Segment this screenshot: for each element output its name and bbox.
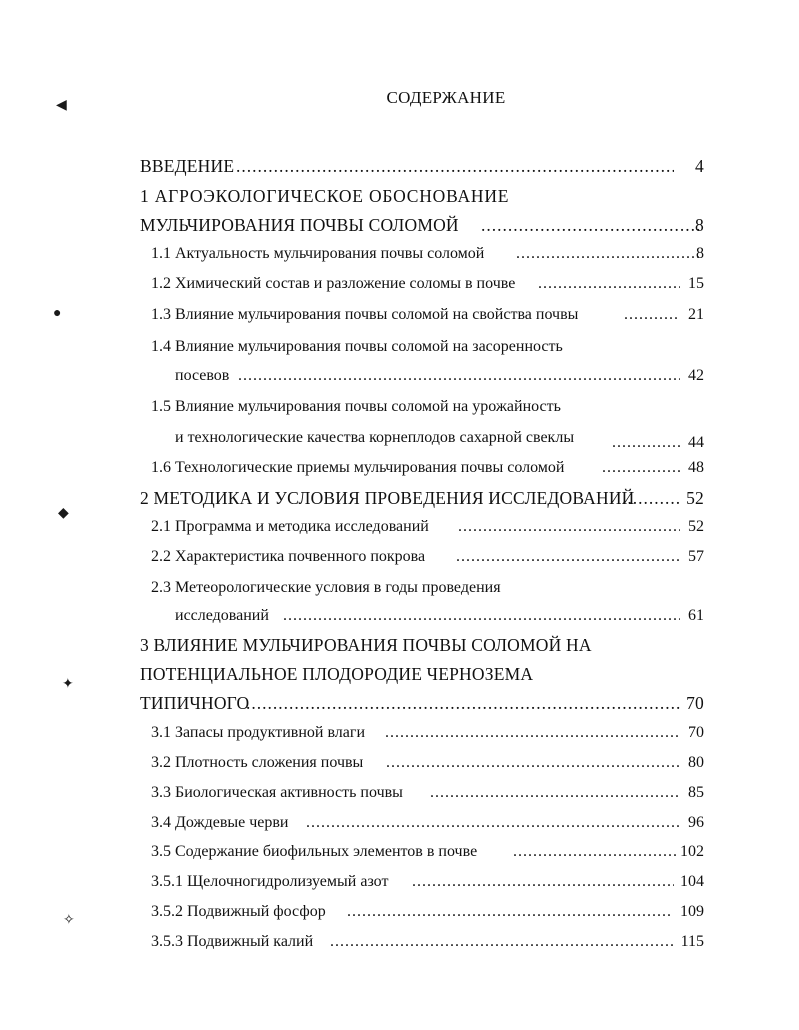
leader-dots (306, 811, 680, 835)
scan-speck-icon: ✧ (63, 913, 75, 928)
entry-page: 4 (695, 156, 704, 176)
entry-text: исследований (175, 607, 269, 624)
entry-page: 48 (688, 459, 704, 476)
entry-text: и технологические качества корнеплодов сахарной свеклы (175, 429, 575, 446)
leader-dots (602, 456, 680, 480)
toc-entry-3-2[interactable] (0, 751, 799, 775)
entry-text: 1 АГРОЭКОЛОГИЧЕСКОЕ ОБОСНОВАНИЕ (140, 186, 510, 206)
entry-text: 3.5 Содержание биофильных элементов в почве (151, 843, 478, 860)
toc-entry-3-5-2[interactable] (0, 900, 799, 924)
entry-text: 3.5.2 Подвижный фосфор (151, 903, 326, 920)
entry-text: ПОТЕНЦИАЛЬНОЕ ПЛОДОРОДИЕ ЧЕРНОЗЕМА (140, 664, 534, 684)
entry-text: 1.1 Актуальность мульчирования почвы соломой (151, 245, 485, 262)
entry-text: ТИПИЧНОГО (140, 693, 250, 713)
entry-text: ВВЕДЕНИЕ (140, 156, 235, 176)
entry-text: посевов (175, 367, 230, 384)
toc-entry-2-2[interactable] (0, 545, 799, 569)
toc-entry-chapter-2[interactable] (0, 486, 799, 510)
scan-speck-icon: ◀ (56, 98, 67, 113)
leader-dots (385, 721, 680, 745)
toc-entry-2-3-cont[interactable] (0, 604, 799, 628)
entry-text: 2.1 Программа и методика исследований (151, 518, 429, 535)
leader-dots (538, 272, 680, 296)
leader-dots (347, 900, 673, 924)
entry-text: 3 ВЛИЯНИЕ МУЛЬЧИРОВАНИЯ ПОЧВЫ СОЛОМОЙ НА (140, 635, 592, 655)
toc-entry-3-5-1[interactable] (0, 870, 799, 894)
leader-dots (246, 691, 680, 715)
toc-entry-3-5-3[interactable] (0, 930, 799, 954)
entry-text: 2.2 Характеристика почвенного покрова (151, 548, 426, 565)
entry-page: 44 (688, 434, 704, 451)
scan-speck-icon: ✦ (62, 677, 74, 692)
leader-dots (622, 486, 680, 510)
toc-entry-3-3[interactable] (0, 781, 799, 805)
toc-entry-1-4-cont[interactable] (0, 364, 799, 388)
toc-entry-3-5[interactable] (0, 840, 799, 864)
toc-entry-3-1[interactable] (0, 721, 799, 745)
toc-entry-1-5-cont[interactable] (0, 426, 799, 450)
toc-entry-2-1[interactable] (0, 515, 799, 539)
leader-dots (513, 840, 679, 864)
toc-entry-1-2[interactable] (0, 272, 799, 296)
leader-dots (516, 242, 702, 266)
entry-page: 109 (680, 903, 704, 920)
toc-entry-1-4[interactable] (0, 335, 799, 359)
leader-dots (412, 870, 674, 894)
entry-page: 80 (688, 754, 704, 771)
entry-page: 52 (686, 488, 704, 508)
toc-entry-1-5[interactable] (0, 395, 799, 419)
entry-text: 1.4 Влияние мульчирования почвы соломой на засоренность (151, 338, 563, 355)
toc-entry-chapter-1[interactable] (0, 184, 799, 208)
leader-dots (238, 364, 680, 388)
entry-page: 42 (688, 367, 704, 384)
leader-dots (330, 930, 673, 954)
toc-entry-2-3[interactable] (0, 576, 799, 600)
entry-page: 15 (688, 275, 704, 292)
entry-page: 104 (680, 873, 704, 890)
entry-page: 52 (688, 518, 704, 535)
entry-page: 70 (688, 724, 704, 741)
entry-page: 61 (688, 607, 704, 624)
scan-speck-icon: ● (53, 306, 62, 321)
toc-entry-3-4[interactable] (0, 811, 799, 835)
toc-entry-introduction[interactable] (0, 154, 799, 178)
entry-page: 70 (686, 693, 704, 713)
entry-page: 102 (680, 843, 704, 860)
entry-text: 1.3 Влияние мульчирования почвы соломой на свойства почвы (151, 306, 579, 323)
entry-text: 3.1 Запасы продуктивной влаги (151, 724, 366, 741)
scan-speck-icon: ◆ (58, 506, 69, 521)
entry-text: МУЛЬЧИРОВАНИЯ ПОЧВЫ СОЛОМОЙ (140, 215, 459, 235)
entry-page: 8 (696, 245, 704, 262)
entry-page: 57 (688, 548, 704, 565)
entry-text: 1.6 Технологические приемы мульчирования почвы соломой (151, 459, 565, 476)
entry-text: 3.2 Плотность сложения почвы (151, 754, 364, 771)
toc-entry-chapter-3-cont[interactable] (0, 662, 799, 686)
entry-page: 8 (695, 215, 704, 235)
leader-dots (612, 431, 680, 455)
leader-dots (624, 303, 680, 327)
toc-entry-chapter-3-cont2[interactable] (0, 691, 799, 715)
entry-text: 3.5.1 Щелочногидролизуемый азот (151, 873, 389, 890)
leader-dots (386, 751, 680, 775)
toc-entry-chapter-3[interactable] (0, 633, 799, 657)
entry-page: 85 (688, 784, 704, 801)
entry-text: 3.3 Биологическая активность почвы (151, 784, 403, 801)
entry-text: 2 МЕТОДИКА И УСЛОВИЯ ПРОВЕДЕНИЯ ИССЛЕДОВАНИЙ (140, 488, 635, 508)
entry-page: 115 (680, 933, 704, 950)
entry-page: 96 (688, 814, 704, 831)
toc-entry-1-1[interactable] (0, 242, 799, 266)
entry-page: 21 (688, 306, 704, 323)
leader-dots (456, 545, 680, 569)
leader-dots (283, 604, 680, 628)
entry-text: 3.5.3 Подвижный калий (151, 933, 314, 950)
toc-entry-1-3[interactable] (0, 303, 799, 327)
toc-entry-chapter-1-cont[interactable] (0, 213, 799, 237)
page-title: СОДЕРЖАНИЕ (386, 88, 506, 107)
leader-dots (458, 515, 680, 539)
leader-dots (430, 781, 680, 805)
entry-text: 1.5 Влияние мульчирования почвы соломой на урожайность (151, 398, 561, 415)
entry-text: 3.4 Дождевые черви (151, 814, 289, 831)
toc-entry-1-6[interactable] (0, 456, 799, 480)
entry-text: 1.2 Химический состав и разложение соломы в почве (151, 275, 516, 292)
leader-dots (236, 154, 674, 178)
entry-text: 2.3 Метеорологические условия в годы проведения (151, 579, 501, 596)
leader-dots (481, 213, 701, 237)
